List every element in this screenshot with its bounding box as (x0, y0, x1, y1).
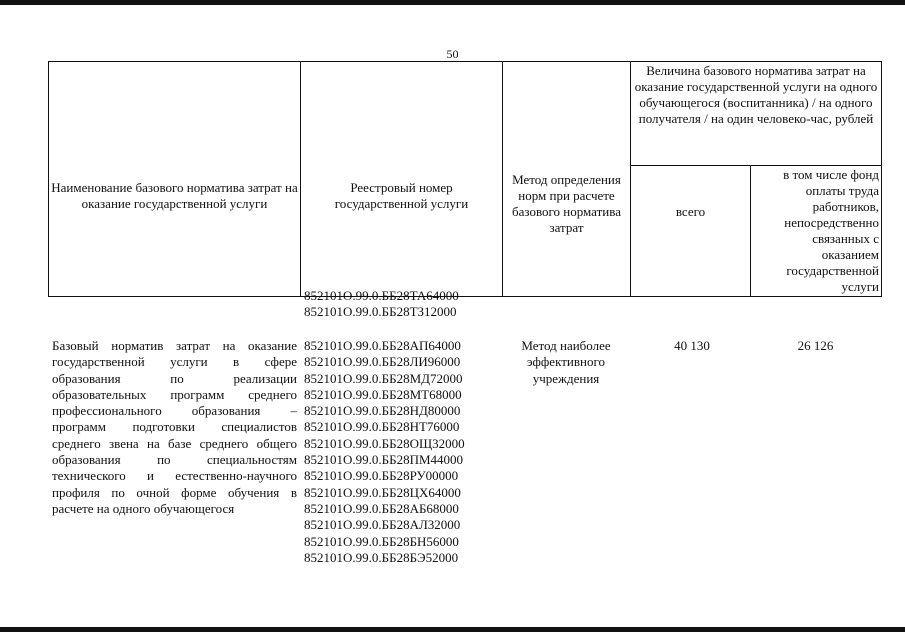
value-total: 40 130 (674, 338, 710, 353)
registry-code: 852101О.99.0.ББ28БН56000 (304, 533, 459, 549)
header-cell-total: всего (631, 166, 751, 297)
calculation-method: Метод наиболее эффективного учреждения (521, 338, 611, 386)
bottom-border-rule (0, 627, 905, 632)
header-cell-registry: Реестровый номер государственной услуги (301, 62, 503, 297)
registry-code: 852101О.99.0.ББ28АЛ32000 (304, 517, 461, 533)
registry-code: 852101О.99.0.ББ28ЦХ64000 (304, 484, 461, 500)
norm-name: Базовый норматив затрат на оказание государственной услуги в сфере образования по реализации образовательных программ среднего профессионального образования – программ подготовки специалистов среднего звена на базе среднего общего образования по специальностям технического и естественно-научного профиля по очной форме обучения в расчете на одного обучающегося (52, 338, 297, 516)
registry-code: 852101О.99.0.ББ28БЭ52000 (304, 549, 459, 565)
registry-code: 852101О.99.0.ББ28РУ00000 (304, 468, 459, 484)
header-cell-fund: в том числе фонд оплаты труда работников, непосредственно связанных с оказанием государственной услуги (751, 166, 882, 297)
registry-code: 852101О.99.0.ББ28ЛИ96000 (304, 354, 461, 370)
header-cell-method: Метод определения норм при расчете базового норматива затрат (503, 62, 631, 297)
registry-code: 852101О.99.0.ББ28МД72000 (304, 370, 463, 386)
registry-codes-continued (304, 288, 459, 321)
registry-code: 852101О.99.0.ББ28ТЗ12000 (304, 304, 457, 320)
table-header (48, 61, 882, 297)
registry-code: 852101О.99.0.ББ28НД80000 (304, 403, 461, 419)
top-border-rule (0, 0, 905, 5)
value-payroll-fund: 26 126 (797, 338, 834, 353)
registry-code: 852101О.99.0.ББ28НТ76000 (304, 419, 460, 435)
registry-code: 852101О.99.0.ББ28МТ68000 (304, 386, 462, 402)
page-number: 50 (446, 47, 459, 61)
header-cell-name: Наименование базового норматива затрат на оказание государственной услуги (49, 62, 301, 297)
registry-codes-list (304, 338, 465, 566)
registry-code: 852101О.99.0.ББ28АБ68000 (304, 500, 459, 516)
registry-code: 852101О.99.0.ББ28ТА64000 (304, 288, 459, 303)
registry-code: 852101О.99.0.ББ28ОЩ32000 (304, 435, 465, 451)
registry-code: 852101О.99.0.ББ28АП64000 (304, 338, 461, 353)
registry-code: 852101О.99.0.ББ28ПМ44000 (304, 452, 464, 468)
header-cell-value: Величина базового норматива затрат на оказание государственной услуги на одного обучающегося (воспитанника) / на одного получателя / на один человеко-час, рублей (631, 62, 882, 166)
